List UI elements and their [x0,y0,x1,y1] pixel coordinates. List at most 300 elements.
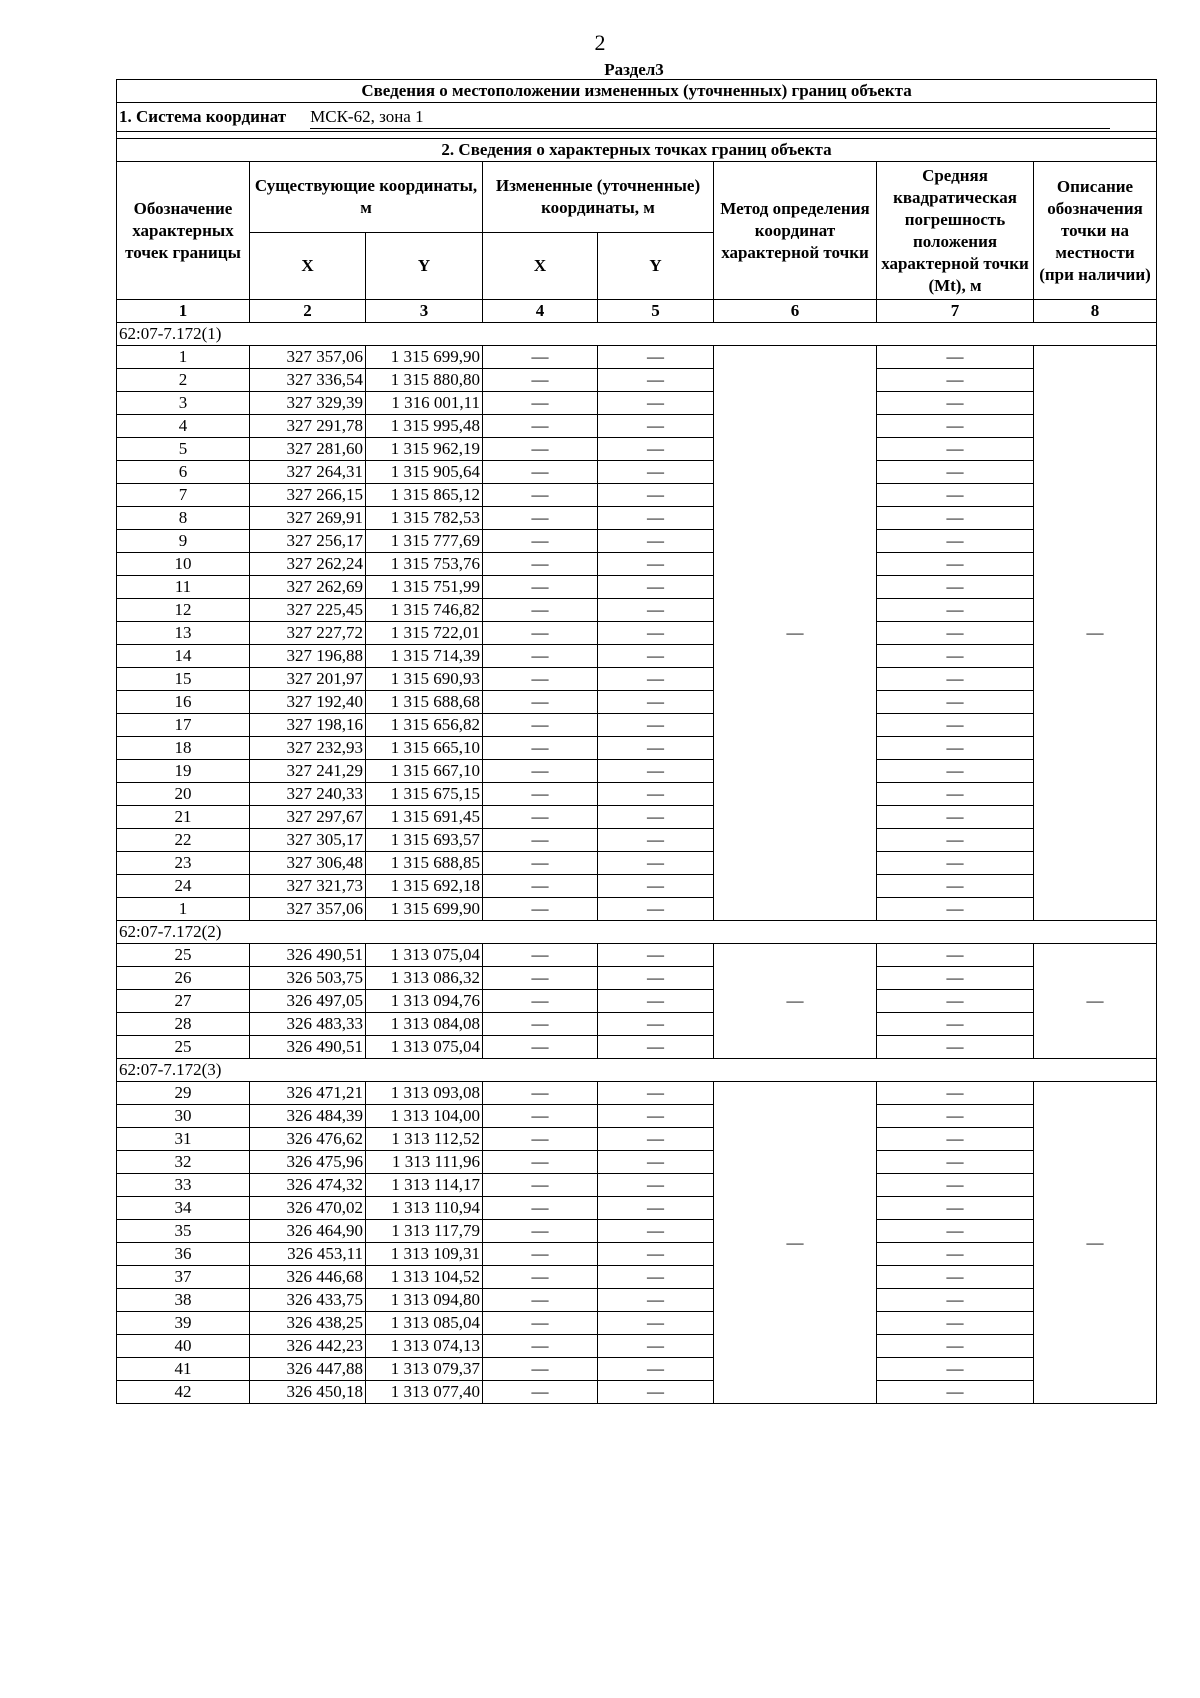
changed-y: — [598,1036,714,1059]
point-number: 34 [117,1197,250,1220]
existing-x: 326 446,68 [250,1266,366,1289]
method-cell: — [714,346,877,921]
changed-y: — [598,852,714,875]
existing-x: 326 483,33 [250,1013,366,1036]
point-number: 39 [117,1312,250,1335]
coord-system-label: 1. Система координат [119,106,287,126]
error-value: — [877,1266,1034,1289]
changed-x: — [483,622,598,645]
point-number: 15 [117,668,250,691]
changed-y: — [598,760,714,783]
error-value: — [877,1197,1034,1220]
point-number: 1 [117,898,250,921]
existing-y: 1 313 085,04 [366,1312,483,1335]
existing-x: 327 240,33 [250,783,366,806]
group-label: 62:07-7.172(2) [117,921,1157,944]
changed-y: — [598,461,714,484]
changed-y: — [598,668,714,691]
existing-y: 1 315 714,39 [366,645,483,668]
error-value: — [877,576,1034,599]
table-row [117,599,1157,622]
changed-x: — [483,1312,598,1335]
header-changed-x: X [483,233,598,300]
error-value: — [877,944,1034,967]
error-value: — [877,346,1034,369]
changed-x: — [483,1381,598,1404]
existing-y: 1 315 667,10 [366,760,483,783]
existing-y: 1 313 110,94 [366,1197,483,1220]
changed-y: — [598,369,714,392]
existing-x: 327 266,15 [250,484,366,507]
point-number: 9 [117,530,250,553]
table-row [117,691,1157,714]
error-value: — [877,369,1034,392]
error-value: — [877,806,1034,829]
header-existing: Существующие координаты, м [250,162,483,233]
existing-x: 326 474,32 [250,1174,366,1197]
col-number: 2 [250,300,366,323]
existing-x: 327 264,31 [250,461,366,484]
error-value: — [877,990,1034,1013]
point-number: 27 [117,990,250,1013]
changed-x: — [483,392,598,415]
changed-y: — [598,1381,714,1404]
changed-y: — [598,1243,714,1266]
existing-y: 1 313 104,00 [366,1105,483,1128]
error-value: — [877,1013,1034,1036]
existing-y: 1 315 675,15 [366,783,483,806]
changed-x: — [483,1013,598,1036]
table-row [117,576,1157,599]
table-row [117,1335,1157,1358]
existing-y: 1 313 109,31 [366,1243,483,1266]
changed-x: — [483,1243,598,1266]
existing-y: 1 316 001,11 [366,392,483,415]
table-row [117,346,1157,369]
changed-x: — [483,1289,598,1312]
point-number: 28 [117,1013,250,1036]
changed-x: — [483,783,598,806]
existing-y: 1 315 688,68 [366,691,483,714]
changed-y: — [598,576,714,599]
changed-x: — [483,1174,598,1197]
point-number: 13 [117,622,250,645]
changed-x: — [483,369,598,392]
table-row [117,760,1157,783]
table-row [117,484,1157,507]
changed-x: — [483,1266,598,1289]
point-number: 14 [117,645,250,668]
changed-x: — [483,1151,598,1174]
changed-y: — [598,599,714,622]
changed-y: — [598,1151,714,1174]
existing-x: 326 490,51 [250,944,366,967]
col-number: 5 [598,300,714,323]
col-number: 6 [714,300,877,323]
existing-y: 1 313 094,80 [366,1289,483,1312]
point-number: 31 [117,1128,250,1151]
changed-x: — [483,1220,598,1243]
changed-y: — [598,806,714,829]
error-value: — [877,392,1034,415]
existing-y: 1 313 111,96 [366,1151,483,1174]
header-row-1 [117,162,1157,233]
changed-x: — [483,944,598,967]
table-row [117,1151,1157,1174]
point-number: 1 [117,346,250,369]
changed-x: — [483,714,598,737]
changed-y: — [598,1082,714,1105]
existing-y: 1 315 753,76 [366,553,483,576]
changed-y: — [598,691,714,714]
section-title: Раздел3 [604,60,664,79]
changed-y: — [598,944,714,967]
existing-x: 327 262,69 [250,576,366,599]
error-value: — [877,415,1034,438]
existing-y: 1 315 782,53 [366,507,483,530]
table-row [117,898,1157,921]
error-value: — [877,530,1034,553]
table-row [117,783,1157,806]
existing-x: 326 450,18 [250,1381,366,1404]
error-value: — [877,1381,1034,1404]
point-number: 18 [117,737,250,760]
error-value: — [877,461,1034,484]
error-value: — [877,967,1034,990]
existing-x: 327 281,60 [250,438,366,461]
error-value: — [877,783,1034,806]
point-number: 32 [117,1151,250,1174]
existing-x: 327 227,72 [250,622,366,645]
method-cell: — [714,1082,877,1404]
existing-y: 1 315 751,99 [366,576,483,599]
changed-y: — [598,392,714,415]
existing-x: 326 464,90 [250,1220,366,1243]
changed-x: — [483,1105,598,1128]
point-number: 22 [117,829,250,852]
point-number: 33 [117,1174,250,1197]
error-value: — [877,898,1034,921]
changed-y: — [598,1013,714,1036]
existing-y: 1 315 656,82 [366,714,483,737]
changed-y: — [598,346,714,369]
changed-x: — [483,346,598,369]
changed-y: — [598,530,714,553]
point-number: 20 [117,783,250,806]
col-number: 8 [1034,300,1157,323]
existing-y: 1 315 692,18 [366,875,483,898]
table-row [117,1036,1157,1059]
table-row [117,990,1157,1013]
header-changed-y: Y [598,233,714,300]
point-number: 29 [117,1082,250,1105]
table-row [117,461,1157,484]
point-number: 21 [117,806,250,829]
table-row [117,806,1157,829]
changed-x: — [483,691,598,714]
header-description: Описание обозначения точки на местности (при наличии) [1034,162,1157,300]
column-numbers-row [117,300,1157,323]
changed-x: — [483,1128,598,1151]
changed-x: — [483,438,598,461]
existing-x: 326 447,88 [250,1358,366,1381]
existing-x: 327 306,48 [250,852,366,875]
table-row [117,1243,1157,1266]
point-number: 23 [117,852,250,875]
header-existing-y: Y [366,233,483,300]
changed-y: — [598,1289,714,1312]
changed-x: — [483,760,598,783]
changed-y: — [598,1174,714,1197]
changed-y: — [598,737,714,760]
error-value: — [877,1289,1034,1312]
changed-x: — [483,461,598,484]
table-row [117,553,1157,576]
existing-y: 1 315 777,69 [366,530,483,553]
changed-y: — [598,1105,714,1128]
changed-y: — [598,875,714,898]
col-number: 7 [877,300,1034,323]
changed-y: — [598,783,714,806]
changed-y: — [598,507,714,530]
table-row [117,1381,1157,1404]
table-row [117,714,1157,737]
existing-x: 327 262,24 [250,553,366,576]
point-number: 3 [117,392,250,415]
changed-x: — [483,829,598,852]
changed-y: — [598,898,714,921]
existing-y: 1 315 699,90 [366,346,483,369]
changed-y: — [598,967,714,990]
existing-y: 1 313 094,76 [366,990,483,1013]
existing-x: 327 357,06 [250,898,366,921]
table-row [117,944,1157,967]
changed-x: — [483,1036,598,1059]
existing-y: 1 313 112,52 [366,1128,483,1151]
error-value: — [877,1243,1034,1266]
changed-x: — [483,576,598,599]
error-value: — [877,1082,1034,1105]
description-cell: — [1034,944,1157,1059]
changed-x: — [483,415,598,438]
changed-x: — [483,806,598,829]
changed-y: — [598,714,714,737]
table-title: Сведения о местоположении измененных (уточненных) границ объекта [117,80,1157,103]
table-row [117,1197,1157,1220]
point-number: 37 [117,1266,250,1289]
existing-x: 327 196,88 [250,645,366,668]
changed-y: — [598,1358,714,1381]
col-number: 3 [366,300,483,323]
changed-y: — [598,1128,714,1151]
table-row [117,1105,1157,1128]
group-label: 62:07-7.172(3) [117,1059,1157,1082]
point-number: 40 [117,1335,250,1358]
existing-x: 326 471,21 [250,1082,366,1105]
error-value: — [877,1105,1034,1128]
changed-x: — [483,852,598,875]
changed-y: — [598,645,714,668]
table-row [117,829,1157,852]
existing-y: 1 313 079,37 [366,1358,483,1381]
point-number: 4 [117,415,250,438]
table-row [117,967,1157,990]
changed-x: — [483,898,598,921]
changed-x: — [483,1082,598,1105]
existing-x: 326 490,51 [250,1036,366,1059]
existing-x: 326 475,96 [250,1151,366,1174]
point-number: 6 [117,461,250,484]
table-row [117,1266,1157,1289]
existing-y: 1 315 905,64 [366,461,483,484]
description-cell: — [1034,346,1157,921]
point-number: 7 [117,484,250,507]
existing-x: 327 357,06 [250,346,366,369]
error-value: — [877,668,1034,691]
existing-x: 327 201,97 [250,668,366,691]
col-number: 4 [483,300,598,323]
error-value: — [877,760,1034,783]
existing-x: 327 329,39 [250,392,366,415]
existing-y: 1 313 075,04 [366,1036,483,1059]
existing-x: 326 497,05 [250,990,366,1013]
changed-y: — [598,622,714,645]
group-header-row [117,1059,1157,1082]
existing-y: 1 315 880,80 [366,369,483,392]
changed-x: — [483,668,598,691]
changed-x: — [483,990,598,1013]
error-value: — [877,1358,1034,1381]
table-row [117,1220,1157,1243]
table-row [117,1013,1157,1036]
changed-y: — [598,484,714,507]
changed-y: — [598,1312,714,1335]
error-value: — [877,737,1034,760]
group-header-row [117,921,1157,944]
point-number: 17 [117,714,250,737]
error-value: — [877,1036,1034,1059]
existing-y: 1 313 074,13 [366,1335,483,1358]
existing-y: 1 313 114,17 [366,1174,483,1197]
existing-y: 1 313 077,40 [366,1381,483,1404]
existing-x: 327 297,67 [250,806,366,829]
point-number: 42 [117,1381,250,1404]
error-value: — [877,1174,1034,1197]
point-number: 30 [117,1105,250,1128]
changed-y: — [598,415,714,438]
error-value: — [877,484,1034,507]
point-number: 25 [117,1036,250,1059]
point-number: 16 [117,691,250,714]
error-value: — [877,829,1034,852]
changed-x: — [483,484,598,507]
changed-x: — [483,875,598,898]
table-row [117,737,1157,760]
error-value: — [877,1335,1034,1358]
table-row [117,392,1157,415]
error-value: — [877,599,1034,622]
error-value: — [877,714,1034,737]
error-value: — [877,1128,1034,1151]
changed-x: — [483,1358,598,1381]
table-title-row [117,80,1157,103]
existing-x: 327 269,91 [250,507,366,530]
existing-x: 326 453,11 [250,1243,366,1266]
error-value: — [877,1312,1034,1335]
point-number: 26 [117,967,250,990]
changed-y: — [598,829,714,852]
existing-x: 327 198,16 [250,714,366,737]
point-number: 5 [117,438,250,461]
changed-x: — [483,507,598,530]
header-designation: Обозначение характерных точек границы [117,162,250,300]
table-row [117,1174,1157,1197]
point-number: 38 [117,1289,250,1312]
spacer-row [117,132,1157,139]
table-row [117,507,1157,530]
table-row [117,369,1157,392]
changed-y: — [598,1220,714,1243]
existing-y: 1 315 665,10 [366,737,483,760]
changed-x: — [483,645,598,668]
existing-y: 1 315 746,82 [366,599,483,622]
point-number: 41 [117,1358,250,1381]
table-row [117,875,1157,898]
error-value: — [877,645,1034,668]
points-title: 2. Сведения о характерных точках границ объекта [117,139,1157,162]
changed-x: — [483,1197,598,1220]
changed-x: — [483,737,598,760]
existing-y: 1 313 075,04 [366,944,483,967]
error-value: — [877,875,1034,898]
point-number: 12 [117,599,250,622]
error-value: — [877,852,1034,875]
point-number: 36 [117,1243,250,1266]
error-value: — [877,1220,1034,1243]
existing-y: 1 315 995,48 [366,415,483,438]
header-error: Средняя квадратическая погрешность положения характерной точки (Mt), м [877,162,1034,300]
changed-x: — [483,530,598,553]
table-row [117,1312,1157,1335]
existing-y: 1 315 691,45 [366,806,483,829]
point-number: 8 [117,507,250,530]
table-row [117,1128,1157,1151]
existing-y: 1 315 722,01 [366,622,483,645]
point-number: 2 [117,369,250,392]
existing-x: 327 256,17 [250,530,366,553]
existing-x: 327 305,17 [250,829,366,852]
error-value: — [877,1151,1034,1174]
description-cell: — [1034,1082,1157,1404]
existing-y: 1 313 093,08 [366,1082,483,1105]
table-row [117,1358,1157,1381]
coord-system-row [117,103,1157,132]
table-row [117,438,1157,461]
method-cell: — [714,944,877,1059]
existing-x: 326 484,39 [250,1105,366,1128]
existing-y: 1 313 104,52 [366,1266,483,1289]
changed-y: — [598,1335,714,1358]
error-value: — [877,553,1034,576]
table-row [117,1082,1157,1105]
existing-x: 326 503,75 [250,967,366,990]
table-row [117,1289,1157,1312]
existing-x: 326 476,62 [250,1128,366,1151]
changed-x: — [483,599,598,622]
existing-x: 326 433,75 [250,1289,366,1312]
col-number: 1 [117,300,250,323]
existing-x: 327 321,73 [250,875,366,898]
